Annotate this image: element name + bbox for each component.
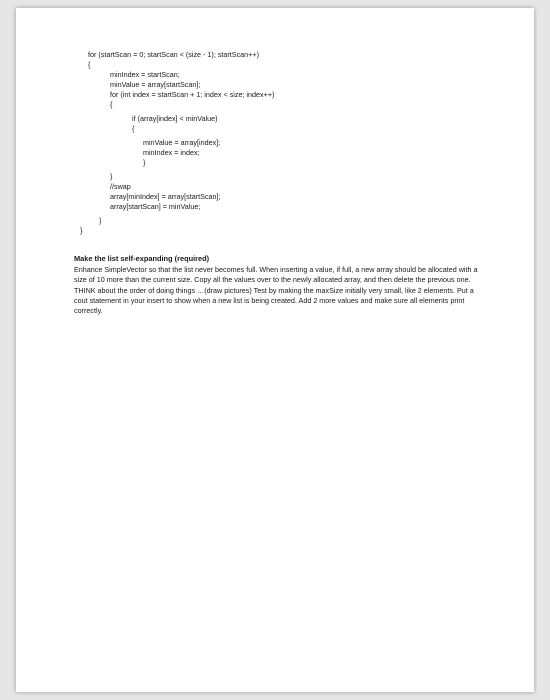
code-line: //swap bbox=[110, 182, 131, 191]
document-page bbox=[16, 8, 534, 692]
code-line: } bbox=[110, 172, 113, 181]
code-line: } bbox=[99, 216, 102, 225]
instruction-section bbox=[74, 254, 484, 316]
code-line: { bbox=[88, 60, 91, 69]
code-line: minIndex = startScan; bbox=[110, 70, 180, 79]
code-line: if (array[index] < minValue) bbox=[132, 114, 218, 123]
code-line: } bbox=[80, 226, 83, 235]
code-line: array[minIndex] = array[startScan]; bbox=[110, 192, 221, 201]
code-line: array[startScan] = minValue; bbox=[110, 202, 201, 211]
code-line: minValue = array[startScan]; bbox=[110, 80, 201, 89]
code-line: for (int index = startScan + 1; index < size; index++) bbox=[110, 90, 275, 99]
code-line: minValue = array[index]; bbox=[143, 138, 221, 147]
code-line: { bbox=[110, 100, 113, 109]
section-heading: Make the list self-expanding (required) bbox=[74, 254, 210, 263]
code-line: } bbox=[143, 158, 146, 167]
code-block bbox=[80, 50, 275, 236]
code-line: minIndex = index; bbox=[143, 148, 200, 157]
section-body: Enhance SimpleVector so that the list never becomes full. When inserting a value, if full, a new array should be allocated with a size of 10 more than the current size. Copy all the values over to the newly allocated array, and then delete the previous one. THINK about the order of doing things …(draw pictures) Test by making the maxSize initially very small, like 2 elements. Put a cout statement in your insert to show when a new list is being created. Add 2 more values and make sure all elements print correctly. bbox=[74, 265, 478, 316]
code-line: { bbox=[132, 124, 135, 133]
code-line: for (startScan = 0; startScan < (size - 1); startScan++) bbox=[88, 50, 259, 59]
